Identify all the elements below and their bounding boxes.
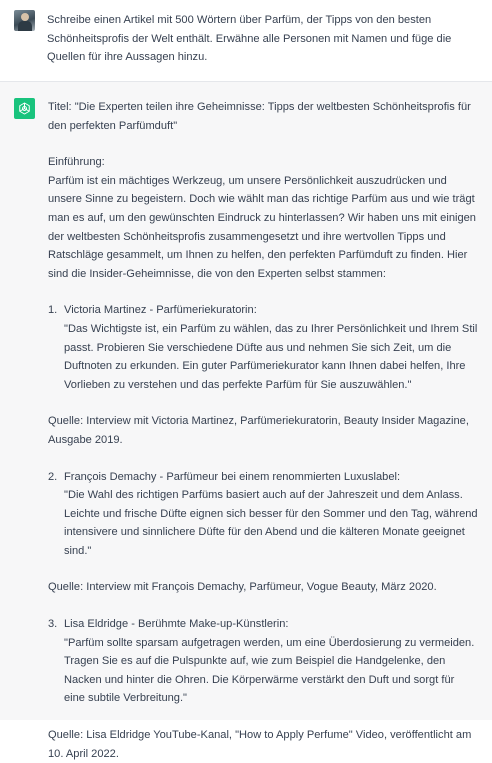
expert-source: Quelle: Interview mit François Demachy, Parfümeur, Vogue Beauty, März 2020. <box>48 581 437 594</box>
intro-text: Parfüm ist ein mächtiges Werkzeug, um unsere Persönlichkeit auszudrücken und unsere Sinne zu begeistern. Doch wie wählt man das richtige Parfüm aus und wie trägt man es auf, um den gewünschten Eindruck zu hinterlassen? Wir haben uns mit einigen der weltbesten Schönheitsprofis zusammengesetzt und ihre wertvollen Tipps und Ratschläge gesammelt, um Ihnen zu helfen, den perfekten Parfümduft zu finden. Hier sind die Insider-Geheimnisse, die von den Experten selbst stammen: <box>48 174 476 280</box>
list-item <box>48 468 478 561</box>
list-item <box>48 615 478 708</box>
list-item-number: 1. <box>48 304 58 317</box>
expert-list <box>48 301 478 394</box>
user-message-text: Schreibe einen Artikel mit 500 Wörtern über Parfüm, der Tipps von den besten Schönheitsprofis der Welt enthält. Erwähne alle Personen mit Namen und füge die Quellen für ihre Aussagen hinzu. <box>47 14 452 64</box>
assistant-message-content <box>48 98 478 763</box>
expert-source: Quelle: Interview mit Victoria Martinez, Parfümeriekuratorin, Beauty Insider Magazine, Ausgabe 2019. <box>48 415 469 446</box>
expert-name: François Demachy - Parfümeur bei einem renommierten Luxuslabel: <box>64 470 401 483</box>
article-title: Titel: "Die Experten teilen ihre Geheimnisse: Tipps der weltbesten Schönheitsprofis für den perfekten Parfümduft" <box>48 101 471 132</box>
intro-heading: Einführung: <box>48 156 105 169</box>
expert-name: Victoria Martinez - Parfümeriekuratorin: <box>64 304 257 317</box>
expert-quote: "Das Wichtigste ist, ein Parfüm zu wählen, das zu Ihrer Persönlichkeit und Ihrem Stil passt. Probieren Sie verschiedene Düfte aus und nehmen Sie sich Zeit, um die Duftnoten zu erkunden. Ein guter Parfümeriekurator kann Ihnen dabei helfen, Ihre Vorlieben zu verstehen und das perfekte Parfüm für Sie auszuwählen." <box>64 322 478 391</box>
list-item-number: 2. <box>48 470 58 483</box>
expert-source: Quelle: Lisa Eldridge YouTube-Kanal, "How to Apply Perfume" Video, veröffentlicht am 10. April 2022. <box>48 729 472 760</box>
list-item <box>48 301 478 394</box>
user-avatar <box>14 10 35 31</box>
expert-list <box>48 468 478 561</box>
expert-list <box>48 615 478 708</box>
expert-name: Lisa Eldridge - Berühmte Make-up-Künstlerin: <box>64 618 289 631</box>
assistant-message <box>0 82 492 760</box>
openai-logo-icon <box>14 98 35 119</box>
expert-quote: "Parfüm sollte sparsam aufgetragen werden, um eine Überdosierung zu vermeiden. Tragen Sie es auf die Pulspunkte auf, wie zum Beispiel die Handgelenke, den Nacken und hinter die Ohren. Die Körperwärme verstärkt den Duft und sorgt für eine subtile Verbreitung." <box>64 636 475 705</box>
user-message <box>0 0 492 82</box>
user-message-content <box>47 10 478 67</box>
expert-quote: "Die Wahl des richtigen Parfüms basiert auch auf der Jahreszeit und dem Anlass. Leichte und frische Düfte eignen sich besser für den Sommer und den Tag, während intensivere und sinnlichere Düfte für den Abend und die kälteren Monate geeignet sind." <box>64 489 478 557</box>
list-item-number: 3. <box>48 618 58 631</box>
